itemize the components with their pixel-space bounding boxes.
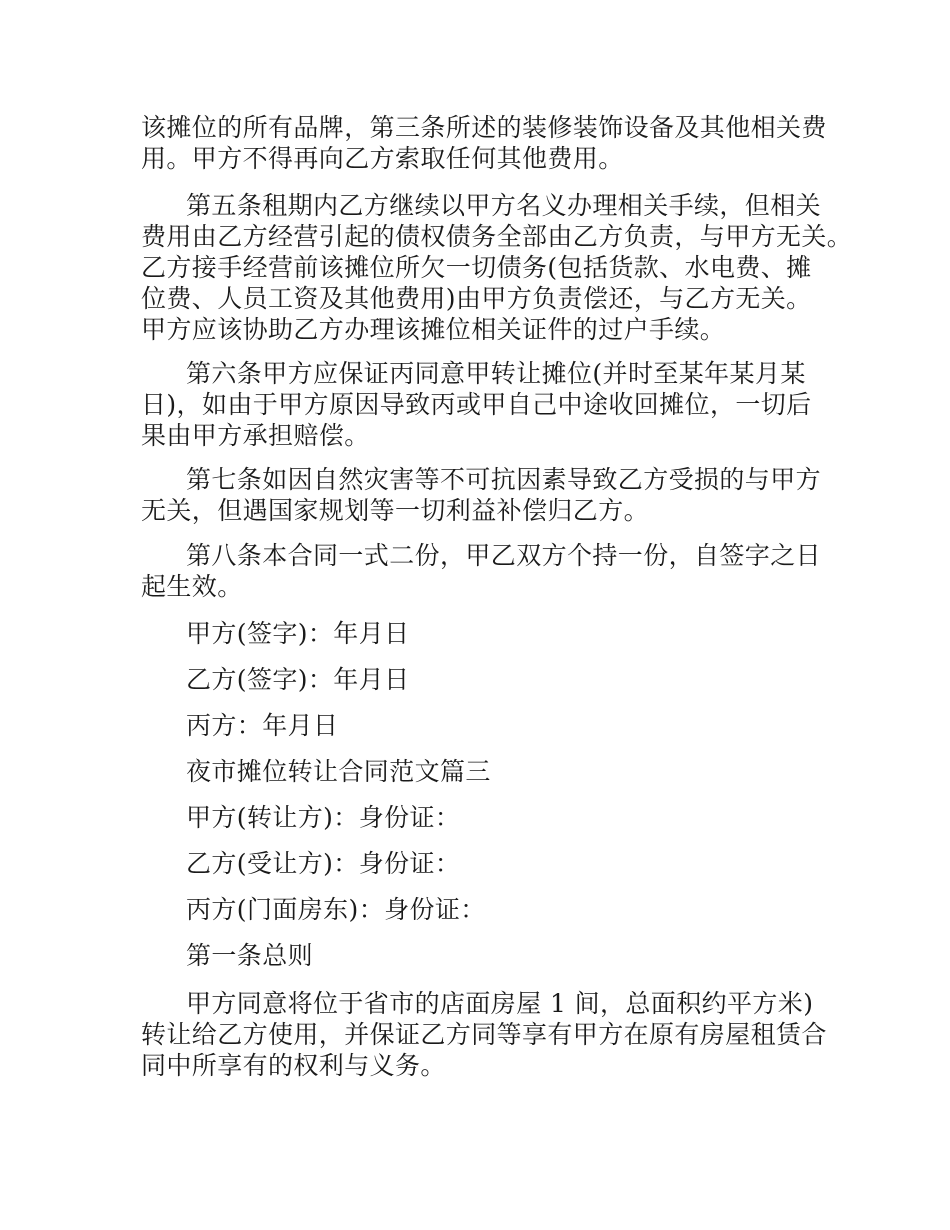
paragraph-continuation-fees <box>141 112 831 174</box>
text-line: 第一条总则 <box>186 941 314 970</box>
article-1-heading <box>141 940 831 971</box>
text-line: 乙方(受让方)：身份证： <box>186 849 461 878</box>
text-line: 位费、人员工资及其他费用)由甲方负责偿还，与乙方无关。 <box>141 284 812 313</box>
text-line: 甲方应该协助乙方办理该摊位相关证件的过户手续。 <box>141 315 726 344</box>
text-line: 转让给乙方使用，并保证乙方同等享有甲方在原有房屋租赁合 <box>141 1020 827 1049</box>
party-a-line <box>141 802 831 833</box>
party-c-line <box>141 894 831 925</box>
text-line: 丙方(门面房东)：身份证： <box>186 895 486 924</box>
text-line: 起生效。 <box>141 572 243 601</box>
text-line: 该摊位的所有品牌，第三条所述的装修装饰设备及其他相关费 <box>141 113 827 142</box>
text-line: 乙方(签字)：年月日 <box>186 665 410 694</box>
text-line: 第八条本合同一式二份，甲乙双方个持一份，自签字之日 <box>186 541 822 570</box>
text-line: 果由甲方承担赔偿。 <box>141 421 370 450</box>
text-line: 丙方：年月日 <box>186 711 339 740</box>
paragraph-article-8 <box>141 540 831 602</box>
text-line: 第五条租期内乙方继续以甲方名义办理相关手续，但相关 <box>186 191 822 220</box>
text-line: 第六条甲方应保证丙同意甲转让摊位(并时至某年某月某 <box>186 359 806 388</box>
text-line: 夜市摊位转让合同范文篇三 <box>186 757 491 786</box>
text-line: 日)，如由于甲方原因导致丙或甲自己中途收回摊位，一切后 <box>141 390 812 419</box>
text-line: 甲方(签字)：年月日 <box>186 619 410 648</box>
signature-line-party-c <box>141 710 831 741</box>
signature-line-party-b <box>141 664 831 695</box>
text-line: 第七条如因自然灾害等不可抗因素导致乙方受损的与甲方 <box>186 465 822 494</box>
paragraph-article-7 <box>141 464 831 526</box>
text-line: 甲方同意将位于省市的店面房屋 1 间，总面积约平方米) <box>186 989 814 1018</box>
signature-line-party-a <box>141 618 831 649</box>
text-line: 同中所享有的权利与义务。 <box>141 1051 446 1080</box>
text-line: 无关，但遇国家规划等一切利益补偿归乙方。 <box>141 496 650 525</box>
paragraph-article-1 <box>141 988 831 1081</box>
text-line: 费用由乙方经营引起的债权债务全部由乙方负责，与甲方无关。 <box>141 222 853 251</box>
text-line: 甲方(转让方)：身份证： <box>186 803 461 832</box>
text-line: 用。甲方不得再向乙方索取任何其他费用。 <box>141 144 624 173</box>
party-b-line <box>141 848 831 879</box>
text-line: 乙方接手经营前该摊位所欠一切债务(包括货款、水电费、摊 <box>141 253 812 282</box>
section-heading <box>141 756 831 787</box>
paragraph-article-5 <box>141 190 853 345</box>
paragraph-article-6 <box>141 358 831 451</box>
